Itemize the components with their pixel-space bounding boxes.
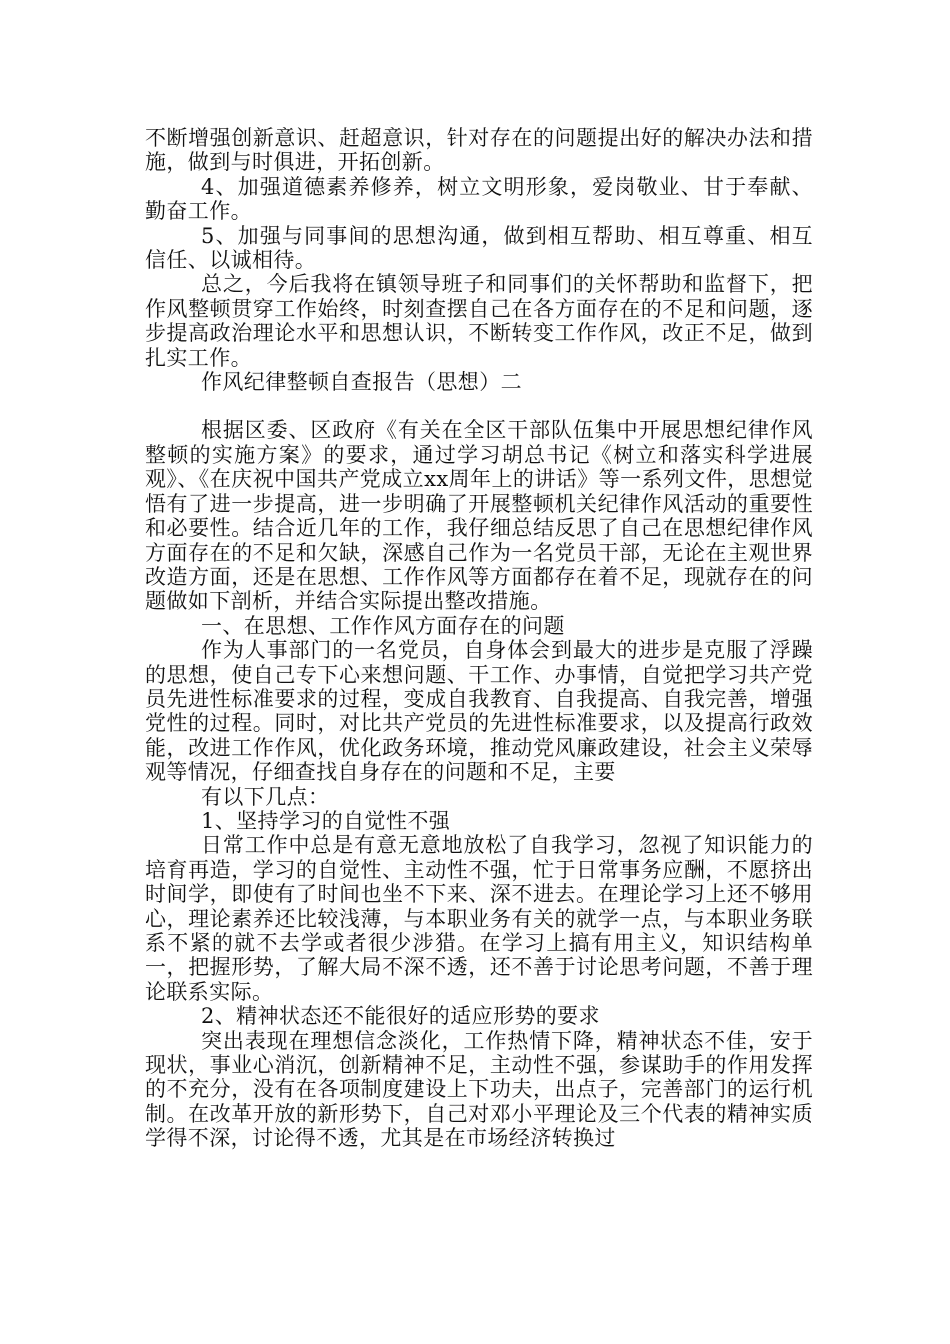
- paragraph-point-2: 突出表现在理想信念淡化，工作热情下降，精神状态不佳，安于现状，事业心消沉，创新精神不足，主动性不强，参谋助手的作用发挥的不充分，没有在各项制度建设上下功夫，出点子，完善部门的运行机制。在改革开放的新形势下，自己对邓小平理论及三个代表的精神实质学得不深，讨论得不透，尤其是在市场经济转换过: [145, 1028, 813, 1151]
- heading-problems: 一、在思想、工作作风方面存在的问题: [201, 613, 565, 638]
- blank-line: [145, 394, 813, 418]
- paragraph-point-1: 日常工作中总是有意无意地放松了自我学习，忽视了知识能力的培育再造，学习的自觉性、主动性不强，忙于日常事务应酬，不愿挤出时间学，即使有了时间也坐不下来、深不进去。在理论学习上还不够用心，理论素养还比较浅薄，与本职业务有关的就学一点，与本职业务联系不紧的就不去学或者很少涉猎。在学习上搞有用主义，知识结构单一，把握形势，了解大局不深不透，还不善于讨论思考问题，不善于理论联系实际。: [145, 833, 813, 1004]
- document-page: [145, 126, 813, 1151]
- paragraph-intro: 根据区委、区政府《有关在全区干部队伍集中开展思想纪律作风整顿的实施方案》的要求，通过学习胡总书记《树立和落实科学进展观》、《在庆祝中国共产党成立xx周年上的讲话》等一系列文件，思想觉悟有了进一步提高，进一步明确了开展整顿机关纪律作风活动的重要性和必要性。结合近几年的工作，我仔细总结反思了自己在思想纪律作风方面存在的不足和欠缺，深感自己作为一名党员干部，无论在主观世界改造方面，还是在思想、工作作风等方面都存在着不足，现就存在的问题做如下剖析，并结合实际提出整改措施。: [145, 418, 813, 614]
- paragraph-self-assessment: 作为人事部门的一名党员，自身体会到最大的进步是克服了浮躁的思想，使自己专下心来想问题、干工作、办事情，自觉把学习共产党员先进性标准要求的过程，变成自我教育、自我提高、自我完善，增强党性的过程。同时，对比共产党员的先进性标准要求，以及提高行政效能，改进工作作风，优化政务环境，推动党风廉政建设，社会主义荣辱观等情况，仔细查找自身存在的问题和不足，主要: [145, 638, 813, 785]
- section-title: 作风纪律整顿自查报告（思想）二: [201, 370, 522, 395]
- paragraph-following-points: 有以下几点：: [201, 784, 330, 809]
- heading-point-2: 2、精神状态还不能很好的适应形势的要求: [201, 1004, 600, 1029]
- paragraph-item-4: 4、加强道德素养修养，树立文明形象，爱岗敬业、甘于奉献、勤奋工作。: [145, 174, 813, 224]
- paragraph-innovation: 不断增强创新意识、赶超意识，针对存在的问题提出好的解决办法和措施，做到与时俱进，开拓创新。: [145, 126, 813, 175]
- paragraph-conclusion: 总之，今后我将在镇领导班子和同事们的关怀帮助和监督下，把作风整顿贯穿工作始终，时刻查摆自己在各方面存在的不足和问题，逐步提高政治理论水平和思想认识，不断转变工作作风，改正不足，做到扎实工作。: [145, 272, 813, 370]
- paragraph-item-5: 5、加强与同事间的思想沟通，做到相互帮助、相互尊重、相互信任、以诚相待。: [145, 223, 813, 273]
- heading-point-1: 1、坚持学习的自觉性不强: [201, 808, 451, 833]
